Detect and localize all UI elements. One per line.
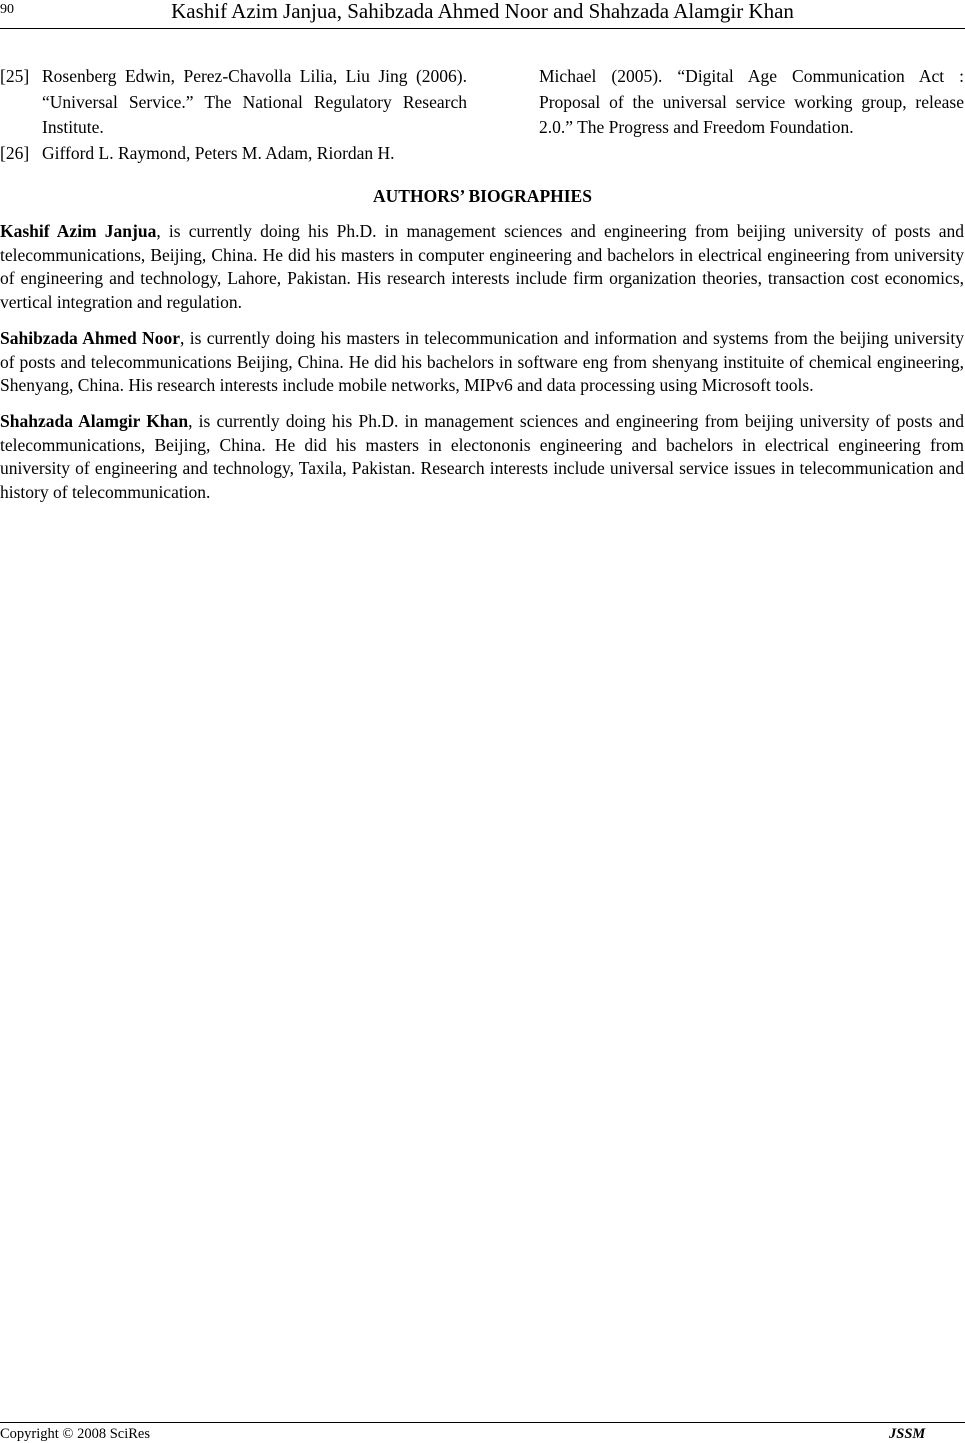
biography-paragraph (0, 220, 964, 315)
reference-number: [26] (0, 142, 30, 163)
biography-paragraph (0, 410, 964, 505)
name-separator: , (188, 410, 193, 431)
page-footer (0, 1422, 965, 1442)
author-name: Sahibzada Ahmed Noor (0, 327, 180, 348)
reference-text: Rosenberg Edwin, Perez-Chavolla Lilia, Liu Jing (2006). “Universal Service.” The National Regulatory Research Institute. (42, 66, 467, 137)
page-header (0, 0, 965, 28)
name-separator: , (179, 327, 185, 348)
name-separator: , (156, 221, 161, 241)
header-rule (0, 28, 965, 29)
references-left-column (0, 64, 467, 166)
biographies-section (0, 220, 964, 517)
author-name: Shahzada Alamgir Khan (0, 410, 189, 431)
references-right-column (539, 64, 964, 141)
page-number: 90 (0, 2, 14, 17)
biography-text: is currently doing his Ph.D. in management sciences and engineering from beijing university of posts and telecommunications, Beijing, China. He did his masters in computer engineering and bachelors in electrical engineering from university of engineering and technology, Lahore, Pakistan. His research interests include firm organization theories, transaction cost economics, vertical integration and regulation. (0, 221, 964, 313)
reference-item (0, 64, 467, 141)
biography-text: is currently doing his Ph.D. in management sciences and engineering from beijing university of posts and telecommunications, Beijing, China. He did his masters in electononis engineering and bachelors in electrical engineering from university of engineering and technology, Taxila, Pakistan. Research interests include universal service issues in telecommunication and history of telecommunication. (0, 410, 965, 503)
journal-abbreviation: JSSM (889, 1426, 926, 1442)
reference-number: [25] (0, 66, 30, 86)
biography-text: is currently doing his masters in telecommunication and information and systems from the beijing university of posts and telecommunications Beijing, China. He did his bachelors in software eng from shenyang instituite of chemical engineering, Shenyang, China. His research interests include mobile networks, MIPv6 and data processing using Microsoft tools. (0, 327, 964, 396)
footer-rule (0, 1422, 965, 1423)
reference-continuation: Michael (2005). “Digital Age Communication Act : Proposal of the universal service working group, release 2.0.” The Progress and Freedom Foundation. (539, 66, 964, 137)
biography-paragraph (0, 327, 964, 398)
reference-text: Gifford L. Raymond, Peters M. Adam, Riordan H. (42, 142, 395, 163)
running-head: Kashif Azim Janjua, Sahibzada Ahmed Noor and Shahzada Alamgir Khan (171, 0, 794, 23)
section-title: AUTHORS’ BIOGRAPHIES (373, 186, 592, 206)
copyright-notice: Copyright © 2008 SciRes (0, 1426, 150, 1442)
reference-item (0, 141, 467, 167)
author-name: Kashif Azim Janjua (0, 221, 157, 241)
